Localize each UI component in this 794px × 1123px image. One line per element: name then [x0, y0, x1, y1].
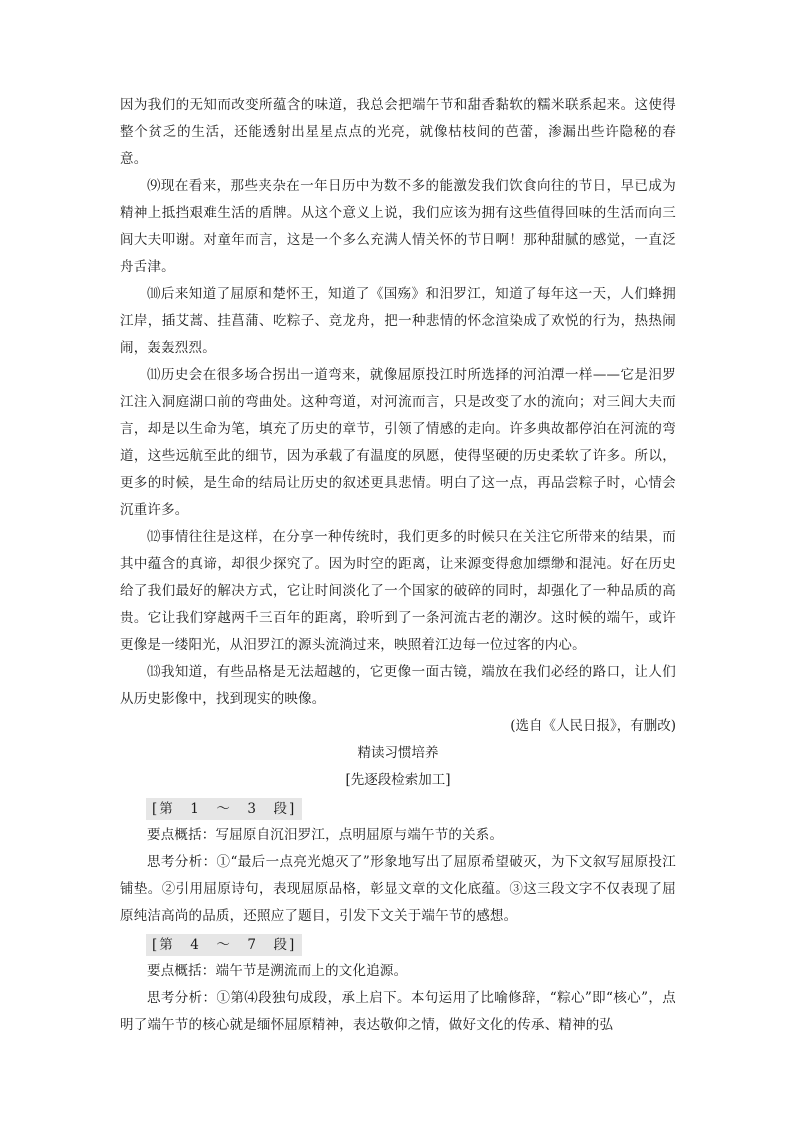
paragraph-11: ⑾历史会在很多场合拐出一道弯来，就像屈原投江时所选择的河泊潭一样——它是汨罗江注入洞庭湖口前的弯曲处。这种弯道，对河流而言，只是改变了水的流向；对三闾大夫而言，却是以生命为笔，填充了历史的章节，引领了情感的走向。许多典故都停泊在河流的弯道，这些远航至此的细节，因为承载了有温度的夙愿，使得坚硬的历史柔软了许多。所以，更多的时候，是生命的结局让历史的叙述更具悲情。明白了这一点，再品尝粽子时，心情会沉重许多。: [120, 367, 676, 518]
analysis-section-1: [120, 794, 676, 930]
section-heading: 精读习惯培养: [357, 745, 439, 761]
paragraph-12: ⑿事情往往是这样，在分享一种传统时，我们更多的时候只在关注它所带来的结果，而其中蕴含的真谛，却很少探究了。因为时空的距离，让来源变得愈加缥缈和混沌。好在历史给了我们最好的解决方式，它让时间淡化了一个国家的破碎的同时，却强化了一种品质的高贵。它让我们穿越两千三百年的距离，聆听到了一条河流古老的潮汐。这时候的端午，或许更像是一缕阳光，从汨罗江的源头流淌过来，映照着江边每一位过客的内心。: [120, 529, 676, 653]
document-page: [120, 92, 676, 1039]
paragraph-10: ⑽后来知道了屈原和楚怀王，知道了《国殇》和汨罗江，知道了每年这一天，人们蜂拥江岸，插艾蒿、挂菖蒲、吃粽子、竞龙舟，把一种悲情的怀念渲染成了欢悦的行为，热热闹闹，轰轰烈烈。: [120, 286, 676, 356]
paragraph-range-label: [第 1 ～ 3 段]: [146, 798, 302, 820]
thinking-analysis: 思考分析：①“最后一点亮光熄灭了”形象地写出了屈原希望破灭，为下文叙写屈原投江铺垫。②引用屈原诗句，表现屈原品格，彰显文章的文化底蕴。③这三段文字不仅表现了屈原纯洁高尚的品质，还照应了题目，引发下文关于端午节的感想。: [120, 854, 676, 924]
paragraph-range-label: [第 4 ～ 7 段]: [146, 934, 302, 956]
paragraph-13: ⒀我知道，有些品格是无法超越的，它更像一面古镜，端放在我们必经的路口，让人们从历史影像中，找到现实的映像。: [120, 664, 676, 707]
thinking-analysis: 思考分析：①第⑷段独句成段，承上启下。本句运用了比喻修辞，“粽心”即“核心”，点明了端午节的核心就是缅怀屈原精神，表达敬仰之情，做好文化的传承、精神的弘: [120, 990, 676, 1033]
section-subheading: [先逐段检索加工]: [345, 772, 451, 788]
source-citation: (选自《人民日报》，有删改): [510, 718, 676, 734]
key-point-summary: 要点概括：端午节是溯流而上的文化追源。: [147, 963, 408, 979]
key-point-summary: 要点概括：写屈原自沉汨罗江，点明屈原与端午节的关系。: [147, 827, 504, 843]
analysis-section-2: [120, 930, 676, 1039]
paragraph-8-end: 因为我们的无知而改变所蕴含的味道，我总会把端午节和甜香黏软的糯米联系起来。这使得整个贫乏的生活，还能透射出星星点点的光亮，就像枯枝间的芭蕾，渗漏出些许隐秘的春意。: [120, 97, 676, 167]
paragraph-9: ⑼现在看来，那些夹杂在一年日历中为数不多的能激发我们饮食向往的节日，早已成为精神上抵挡艰难生活的盾牌。从这个意义上说，我们应该为拥有这些值得回味的生活而向三闾大夫叩谢。对童年而言，这是一个多么充满人情关怀的节日啊！那种甜腻的感觉，一直泛舟舌津。: [120, 178, 676, 275]
